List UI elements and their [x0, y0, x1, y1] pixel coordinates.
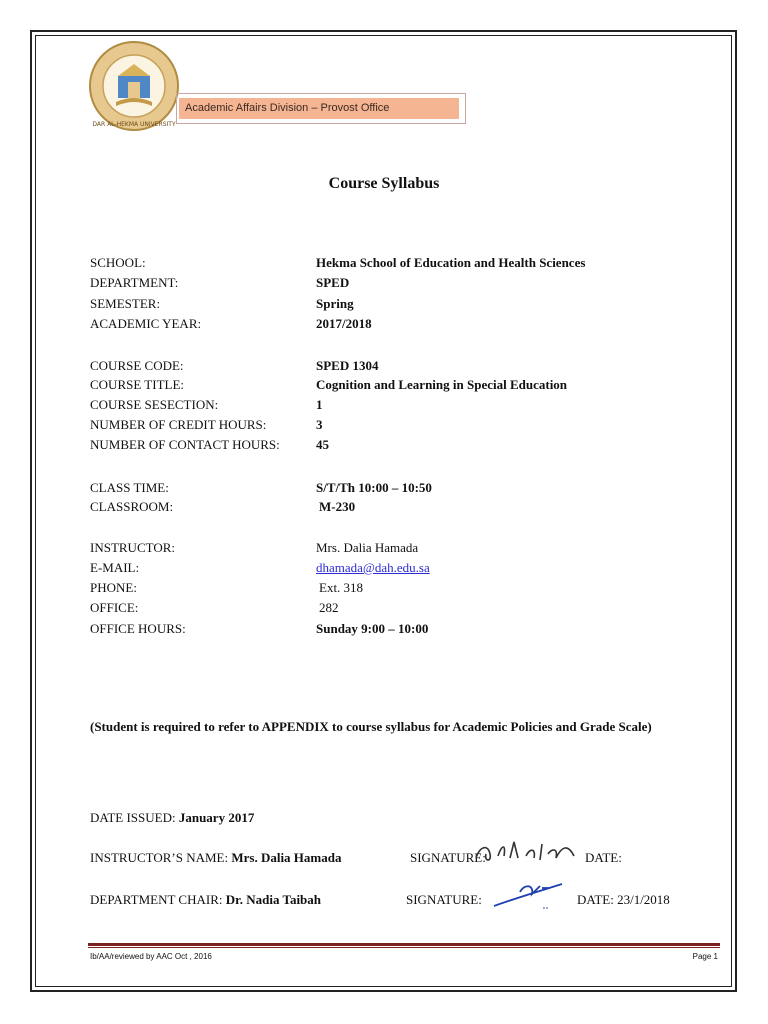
page-number: Page 1	[692, 952, 718, 961]
footer-rule	[88, 943, 720, 946]
footer-note: Ib/AA/reviewed by AAC Oct , 2016	[90, 952, 212, 961]
department-chair-line: DEPARTMENT CHAIR: Dr. Nadia Taibah	[90, 892, 322, 907]
footer-rule-thin	[88, 947, 720, 948]
email-link[interactable]: dhamada@dah.edu.sa	[316, 560, 430, 575]
instructor-signature-image	[470, 836, 590, 868]
university-logo	[88, 40, 180, 132]
division-box	[176, 93, 466, 124]
svg-text:DAR AL-HEKMA UNIVERSITY: DAR AL-HEKMA UNIVERSITY	[92, 121, 176, 128]
chair-signature-label: SIGNATURE:	[406, 892, 482, 907]
date-issued: DATE ISSUED: January 2017	[90, 810, 255, 825]
instructor-name-line: INSTRUCTOR’S NAME: Mrs. Dalia Hamada	[90, 850, 342, 865]
page-title: Course Syllabus	[328, 175, 440, 192]
instructor-date-label: DATE:	[585, 850, 622, 865]
chair-date: DATE: 23/1/2018	[577, 892, 670, 907]
instructor-signature-label: SIGNATURE:	[410, 850, 486, 865]
division-label: Academic Affairs Division – Provost Office	[179, 98, 459, 119]
appendix-note: (Student is required to refer to APPENDIX to course syllabus for Academic Policies and Grade Scale)	[90, 719, 652, 734]
chair-signature-image	[490, 878, 570, 912]
